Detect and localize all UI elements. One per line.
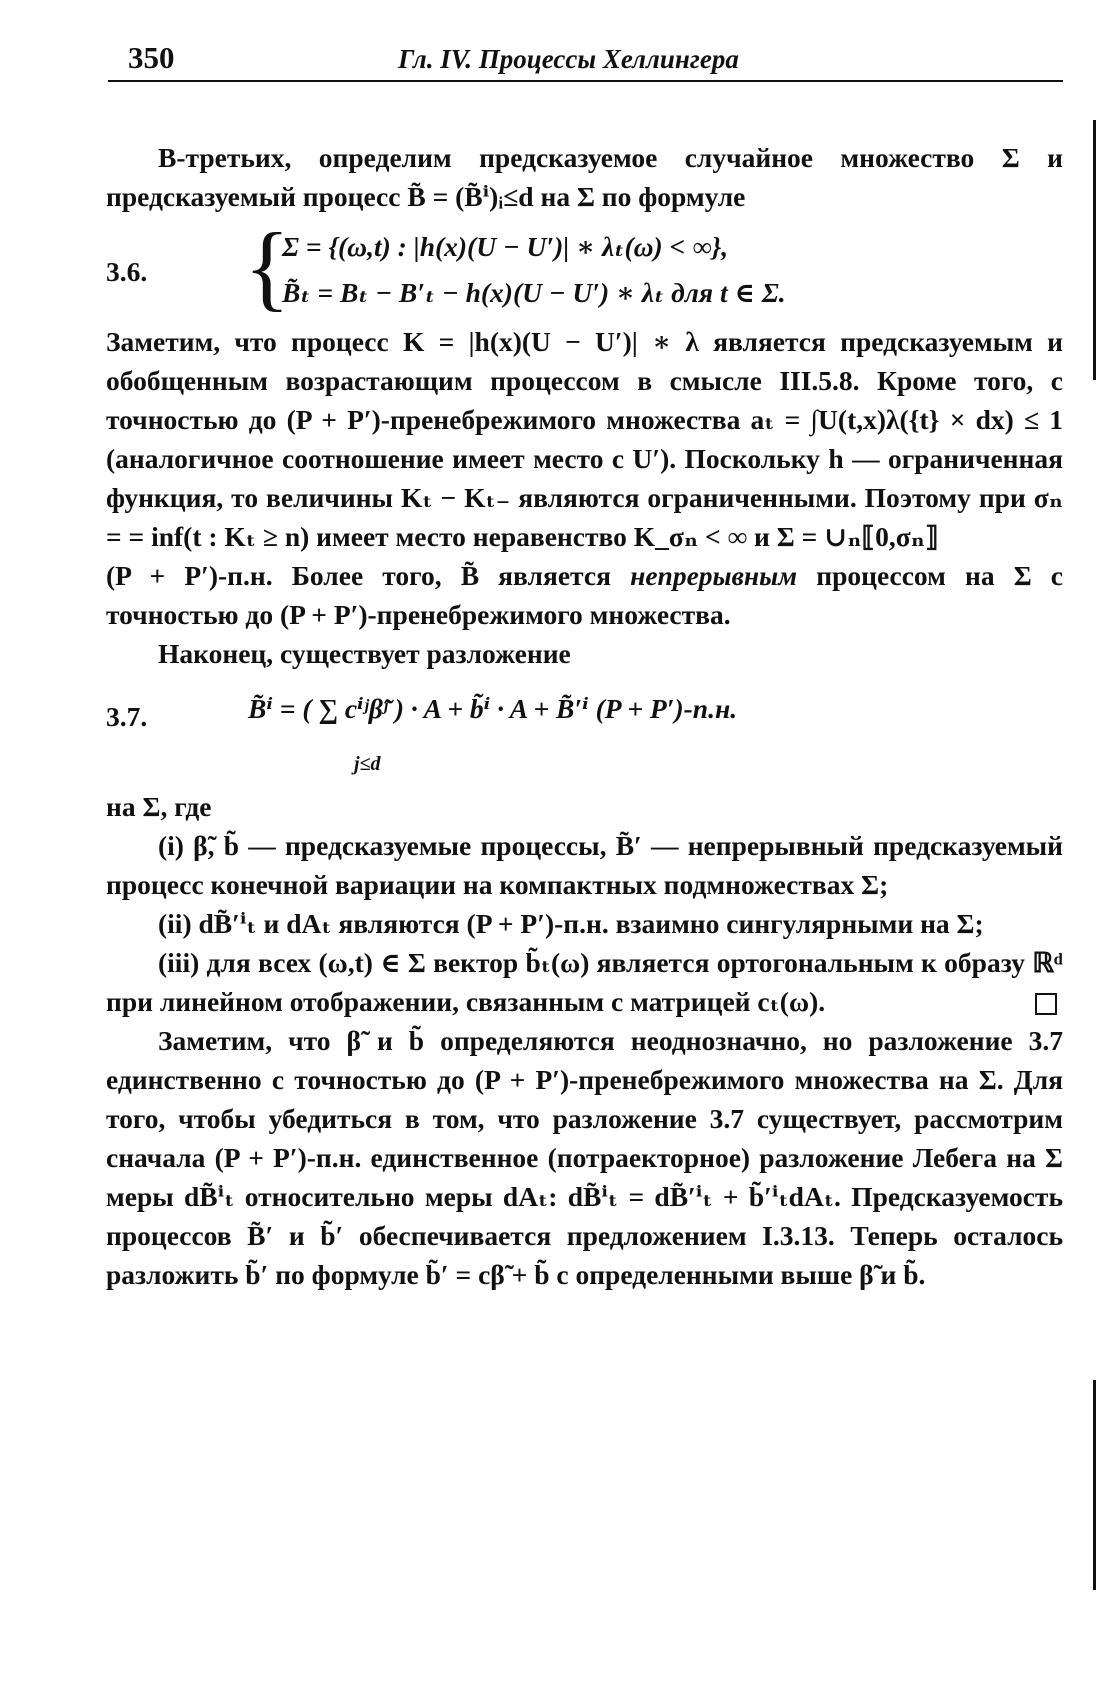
list-item-i: (i) β̃, b̃ — предсказуемые процессы, B̃′ — непрерывный предсказуемый процесс конечной вариации на компактных подмножествах Σ; [106,830,1063,900]
list-item-iii-row [106,943,1063,1021]
list-item-iii: (iii) для всех (ω,t) ∈ Σ вектор b̃ₜ(ω) является ортогональным к образу ℝᵈ при линейном отображении, связанным с матрицей cₜ(ω). [106,947,1063,1017]
equation-body: B̃ⁱ = ( ∑ cⁱʲβ̃ʲ ) · A + b̃ⁱ · A + B̃′ⁱ (P + P′)-п.н. [248,693,738,724]
left-brace: { [244,213,291,320]
paragraph-process-k: Заметим, что процесс K = |h(x)(U − U′)| ∗ λ является предсказуемым и обобщенным возрастающим процессом в смысле III.5.8. Кроме того, с точностью до (P + P′)-пренебрежимого множества aₜ = ∫U(t,x)λ({t} × dx) ≤ 1 (аналогичное соотношение имеет место с U′). Поскольку h — ограниченная функция, то величины Kₜ − Kₜ₋ являются ограниченными. Поэтому при σₙ = = inf(t : Kₜ ≥ n) имеет место неравенство K_σₙ < ∞ и Σ = ∪ₙ⟦0,σₙ⟧ [106,326,1063,552]
equation-line: Σ = {(ω,t) : |h(x)(U − U′)| ∗ λₜ(ω) < ∞}, [282,231,729,262]
paragraph-remark: Заметим, что β̃ и b̃ определяются неоднозначно, но разложение 3.7 единственно с точностью до (P + P′)-пренебрежимого множества на Σ. Для того, чтобы убедиться в том, что разложение 3.7 существует, рассмотрим сначала (P + P′)-п.н. единственное (потраекторное) разложение Лебега на Σ меры dB̃ⁱₜ относительно меры dAₜ: dB̃ⁱₜ = dB̃′ⁱₜ + b̃′ⁱₜdAₜ. Предсказуемость процессов B̃′ и b̃′ обеспечивается предложением I.3.13. Теперь осталось разложить b̃′ по формуле b̃′ = cβ̃ + b̃ с определенными выше β̃ и b̃. [106,1025,1063,1290]
equation-line: B̃ₜ = Bₜ − B′ₜ − h(x)(U − U′) ∗ λₜ для t ∈ Σ. [282,277,786,308]
equation-number: 3.7. [106,701,148,732]
page-body [106,138,1063,1294]
list-item-ii: (ii) dB̃′ⁱₜ и dAₜ являются (P + P′)-п.н. взаимно сингулярными на Σ; [158,908,984,939]
equation-number: 3.6. [106,256,148,287]
page-number: 350 [128,40,175,75]
scan-edge-mark [1093,120,1096,380]
paragraph-continuity [106,556,1063,634]
equation-3-6 [106,213,1063,320]
text-run: процессом на Σ с точностью до (P + P′)-пренебрежимого множества. [106,560,1063,630]
page-header [108,34,1063,82]
scan-edge-mark [1093,1380,1096,1590]
summation-index: j≤d [354,753,381,775]
emphasis: непрерывным [630,560,798,591]
qed-square-icon [1035,993,1057,1015]
running-head: Гл. IV. Процессы Хеллингера [398,44,739,74]
paragraph-intro: В-третьих, определим предсказуемое случайное множество Σ и предсказуемый процесс B̃ = (B̃ⁱ)ᵢ≤d на Σ по формуле [106,142,1063,212]
text-run: (P + P′)-п.н. Более того, B̃ является [106,560,631,591]
paragraph-where: на Σ, где [106,791,212,822]
paragraph-decomposition-intro: Наконец, существует разложение [158,638,571,669]
equation-3-7 [106,677,1063,787]
